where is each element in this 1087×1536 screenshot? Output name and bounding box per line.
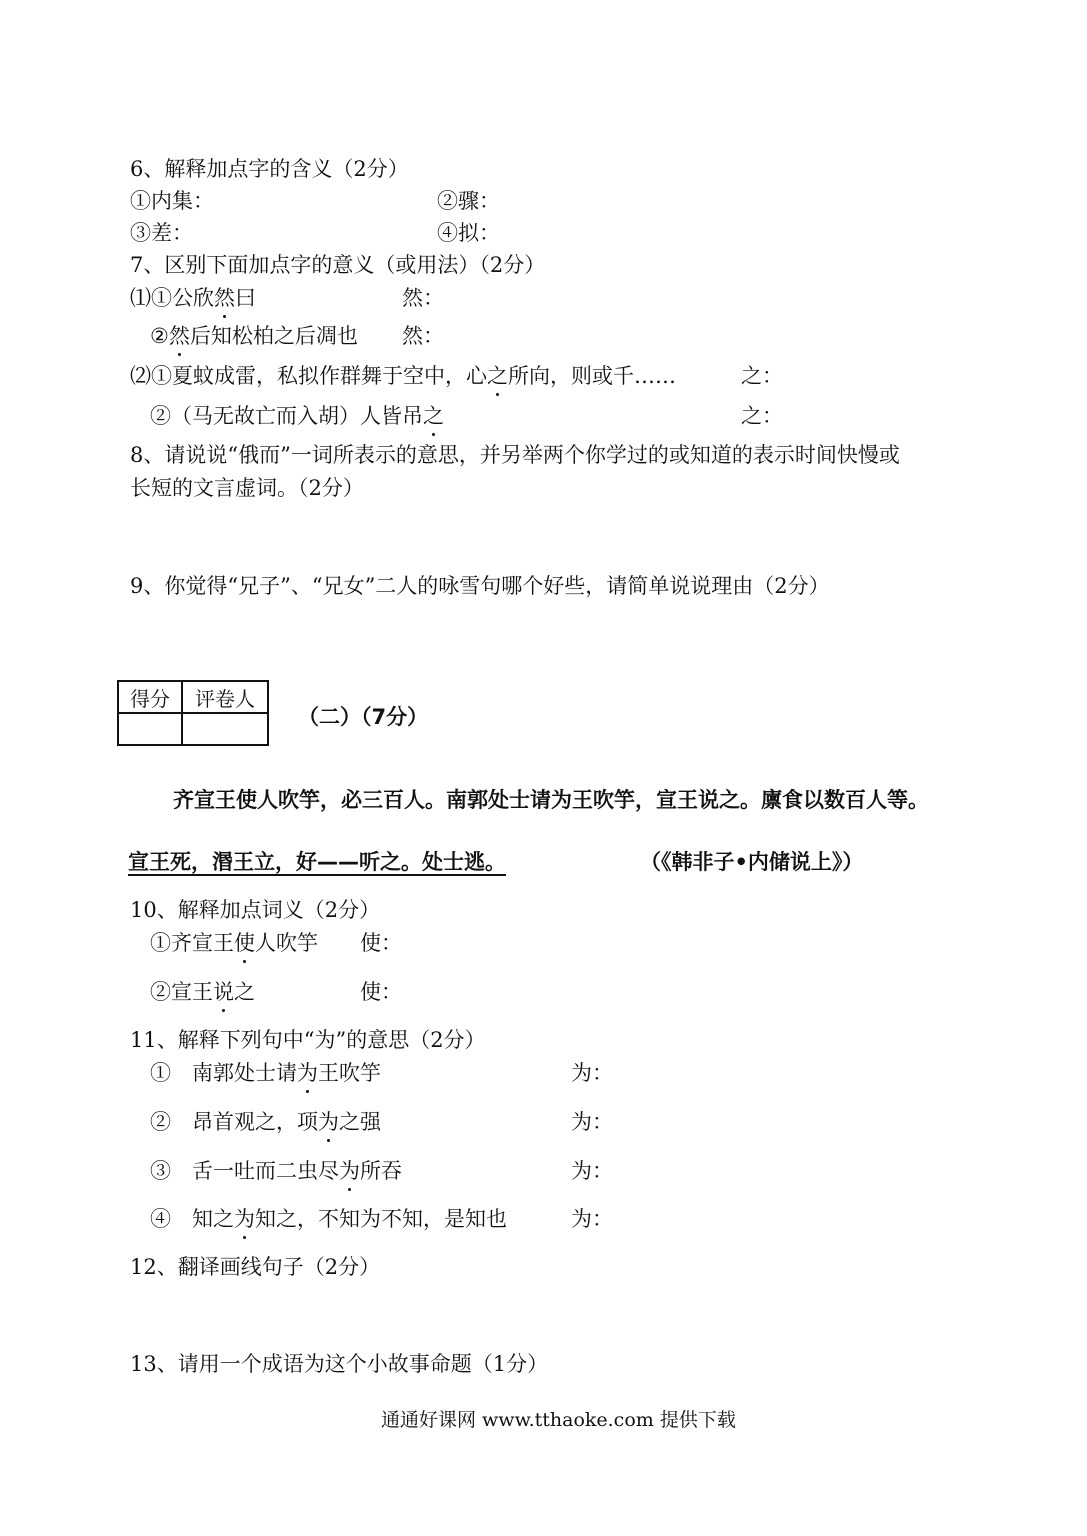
q8-line-1: 8、请说说“俄而”一词所表示的意思，并另举两个你学过的或知道的表示时间快慢或	[130, 443, 900, 467]
q6-item-3: ③差：	[130, 221, 193, 245]
q10-item-2-post: 之	[234, 980, 255, 1004]
score-header: 得分	[118, 681, 182, 713]
q6-title: 6、解释加点字的含义（2分）	[130, 157, 409, 181]
q7-item-1b-post: 后知松柏之后凋也	[189, 324, 358, 348]
q9-title: 9、你觉得“兄子”、“兄女”二人的咏雪句哪个好些，请简单说说理由（2分）	[130, 574, 830, 598]
passage-source: （《韩非子•内储说上》）	[640, 850, 864, 874]
dotted-char: 之	[487, 364, 508, 388]
q7-label-1b: 然：	[402, 324, 444, 348]
q7-item-1b-pre: ②	[150, 324, 169, 348]
q12-title: 12、翻译画线句子（2分）	[130, 1255, 381, 1279]
q7-item-2b-pre: ②（马无故亡而入胡）人皆吊	[150, 404, 423, 428]
dotted-char: 然	[214, 286, 235, 310]
section-2-title: （二）（7分）	[298, 705, 429, 729]
q7-title: 7、区别下面加点字的意义（或用法）（2分）	[130, 253, 546, 277]
page-footer: 通通好课网 www.tthaoke.com 提供下载	[381, 1409, 736, 1431]
dotted-char: 之	[423, 404, 444, 428]
grader-header: 评卷人	[182, 681, 268, 713]
q7-item-1a-post: 曰	[235, 286, 256, 310]
q10-item-2-pre: ②宣王	[150, 980, 213, 1004]
q11-item-4-post: 知之，不知为不知，是知也	[255, 1207, 507, 1231]
passage-line-1: 齐宣王使人吹竽，必三百人。南郭处士请为王吹竽，宣王说之。廪食以数百人等。	[173, 788, 929, 812]
dotted-char: 使	[234, 931, 255, 955]
score-table	[117, 680, 269, 746]
q11-label-3: 为：	[571, 1159, 613, 1183]
q7-item-2b	[150, 402, 444, 430]
q7-item-1a-pre: ⑴①公欣	[130, 286, 214, 310]
q11-item-1-post: 王吹竽	[318, 1061, 381, 1085]
q7-label-1a: 然：	[402, 286, 444, 310]
q11-item-2	[150, 1108, 381, 1136]
q10-item-1	[150, 929, 318, 957]
q13-title: 13、请用一个成语为这个小故事命题（1分）	[130, 1352, 549, 1376]
passage-line-2-underlined: 宣王死，湣王立，好——听之。处士逃。	[128, 850, 506, 874]
q10-label-1: 使：	[360, 931, 402, 955]
dotted-char: 为	[297, 1061, 318, 1085]
q6-item-1: ①内集：	[130, 189, 214, 213]
dotted-char: 为	[318, 1110, 339, 1134]
q10-title: 10、解释加点词义（2分）	[130, 898, 381, 922]
dotted-char: 为	[339, 1159, 360, 1183]
grader-cell	[182, 713, 268, 745]
q11-item-4	[150, 1205, 507, 1233]
q11-item-1	[150, 1059, 381, 1087]
q7-item-1a	[130, 284, 256, 312]
q11-item-3-post: 所吞	[360, 1159, 402, 1183]
q7-item-1b	[150, 322, 358, 350]
q6-item-4: ④拟：	[437, 221, 500, 245]
q6-item-2: ②骤：	[437, 189, 500, 213]
q10-label-2: 使：	[360, 980, 402, 1004]
q7-label-2a: 之：	[741, 364, 783, 388]
q11-item-3-pre: ③ 舌一吐而二虫尽	[150, 1159, 339, 1183]
score-cell	[118, 713, 182, 745]
dotted-char: 说	[213, 980, 234, 1004]
q7-item-2a-pre: ⑵①夏蚊成雷，私拟作群舞于空中，心	[130, 364, 487, 388]
dotted-char: 为	[234, 1207, 255, 1231]
q10-item-1-pre: ①齐宣王	[150, 931, 234, 955]
q8-line-2: 长短的文言虚词。（2分）	[130, 476, 364, 500]
q10-item-1-post: 人吹竽	[255, 931, 318, 955]
q11-label-1: 为：	[571, 1061, 613, 1085]
q11-item-3	[150, 1157, 402, 1185]
q11-item-4-pre: ④ 知之	[150, 1207, 234, 1231]
q7-item-2a	[130, 362, 676, 390]
q11-item-2-pre: ② 昂首观之，项	[150, 1110, 318, 1134]
q10-item-2	[150, 978, 255, 1006]
q11-item-1-pre: ① 南郭处士请	[150, 1061, 297, 1085]
q11-title: 11、解释下列句中“为”的意思（2分）	[130, 1028, 486, 1052]
dotted-char: 然	[168, 324, 190, 348]
q7-label-2b: 之：	[741, 404, 783, 428]
q11-item-2-post: 之强	[339, 1110, 381, 1134]
q11-label-4: 为：	[571, 1207, 613, 1231]
q11-label-2: 为：	[571, 1110, 613, 1134]
q7-item-2a-post: 所向，则或千……	[508, 364, 676, 388]
